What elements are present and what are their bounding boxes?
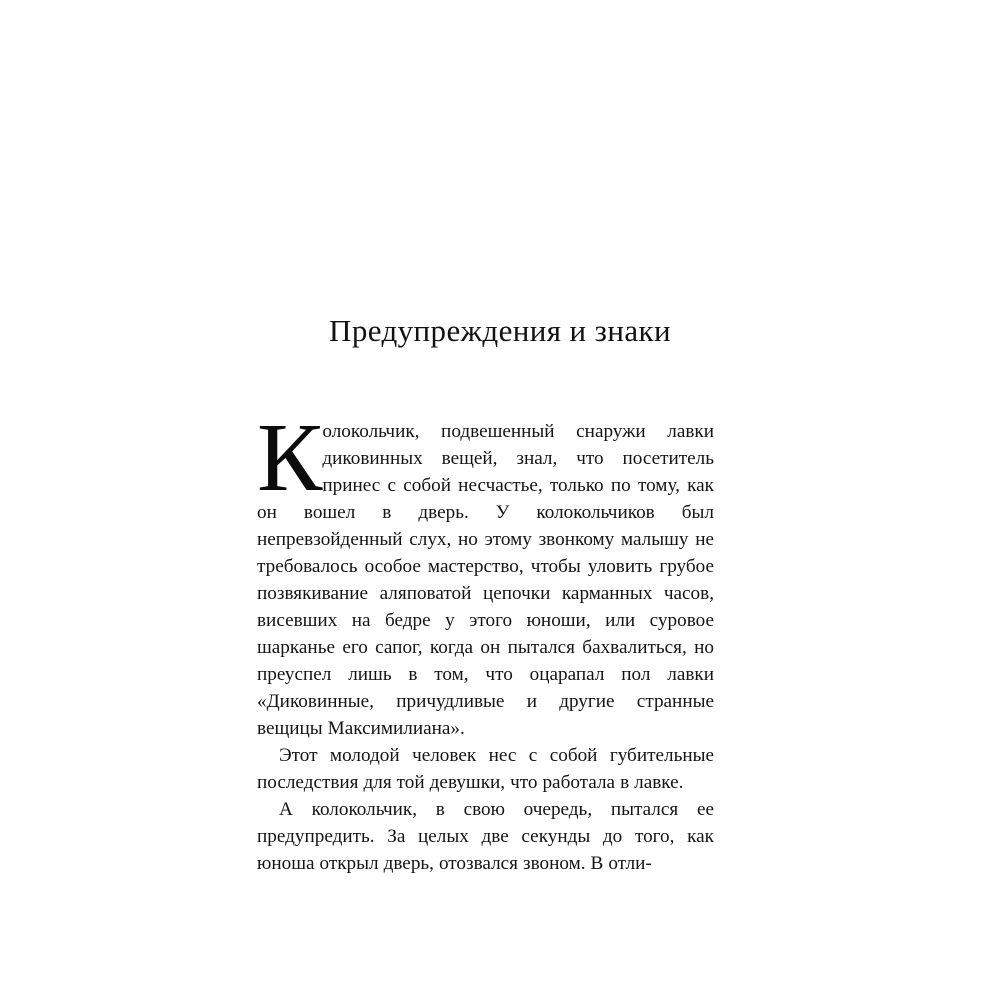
drop-cap-letter: К bbox=[257, 404, 322, 512]
paragraph-2: Этот молодой человек нес с собой губительные последствия для той девушки, что работала в лавке. bbox=[257, 745, 714, 793]
paragraph-1-text: олокольчик, подвешенный снаружи лавки диковинных вещей, знал, что посетитель принес с собой несчастье, только по тому, как он вошел в дверь. У колокольчиков был непревзойденный слух, но этому звонкому малышу не требовалось особое мастерство, чтобы уловить грубое позвякивание аляповатой цепочки карманных часов, висевших на бедре у этого юноши, или суровое шарканье его сапог, когда он пытался бахвалиться, но преуспел лишь в том, что оцарапал пол лавки «Диковинные, причудливые и другие странные вещицы Максимилиана». bbox=[257, 421, 714, 739]
chapter-title: Предупреждения и знаки bbox=[329, 312, 671, 348]
paragraph-3: А колокольчик, в свою очередь, пытался ее предупредить. За целых две секунды до того, как юноша открыл дверь, отозвался звоном. В отли- bbox=[257, 799, 714, 874]
body-text-block bbox=[257, 404, 714, 877]
paragraph-1 bbox=[257, 404, 714, 742]
